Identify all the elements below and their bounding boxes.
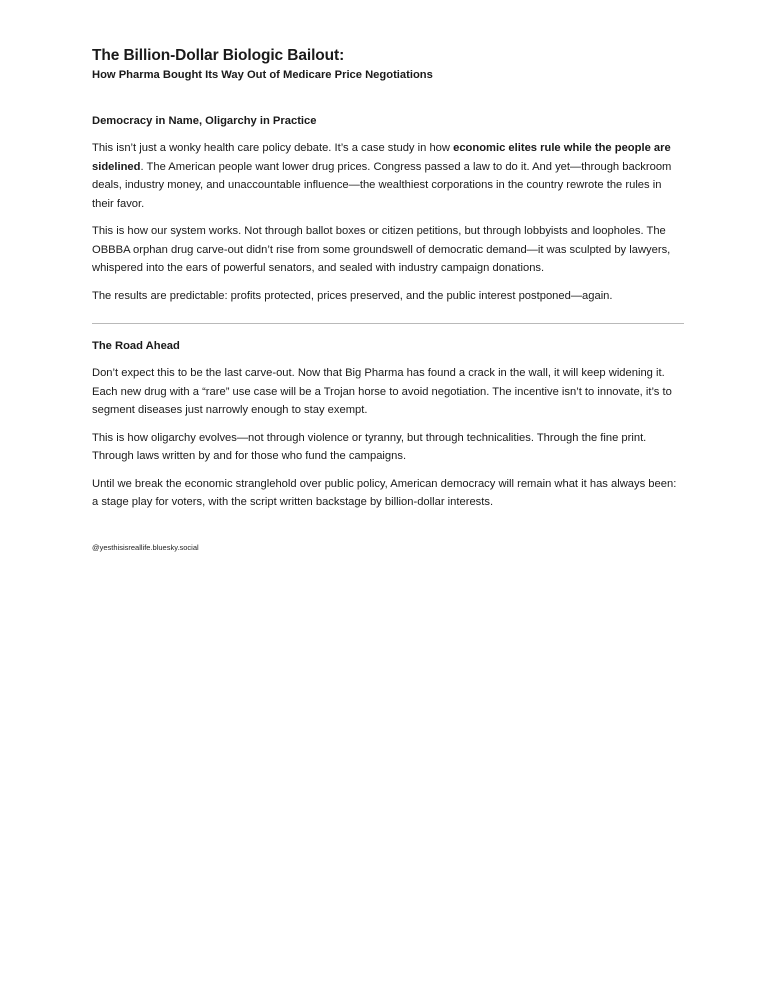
paragraph: This is how oligarchy evolves—not through violence or tyranny, but through technicalities. Through the fine print. Through laws written by and for those who fund the campaigns. [92, 431, 647, 462]
paragraph [92, 139, 684, 213]
section-heading-road-ahead: The Road Ahead [92, 340, 180, 352]
section-heading-democracy: Democracy in Name, Oligarchy in Practice [92, 115, 317, 127]
document-subtitle: How Pharma Bought Its Way Out of Medicare Price Negotiations [92, 69, 433, 81]
document-page [92, 46, 684, 553]
document-title: The Billion-Dollar Biologic Bailout: [92, 47, 345, 64]
paragraph: Until we break the economic stranglehold over public policy, American democracy will remain what it has always been: a stage play for voters, with the script written backstage by billion-dollar interests. [92, 477, 677, 508]
paragraph-text: This isn’t just a wonky health care policy debate. It’s a case study in how [92, 142, 454, 154]
author-handle: @yesthisisreallife.bluesky.social [92, 542, 199, 552]
paragraph: Don’t expect this to be the last carve-out. Now that Big Pharma has found a crack in the wall, it will keep widening it. Each new drug with a “rare” use case will be a Trojan horse to avoid negotiation. The incentive isn’t to innovate, it’s to segment diseases just narrowly enough to stay exempt. [92, 367, 672, 416]
paragraph: The results are predictable: profits protected, prices preserved, and the public interest postponed—again. [92, 289, 613, 302]
paragraph-emphasis: economic elites rule while the people are sidelined [92, 142, 671, 173]
section-road-ahead [92, 339, 684, 512]
paragraph-text: . The American people want lower drug prices. Congress passed a law to do it. And yet—through backroom deals, industry money, and unaccountable influence—the wealthiest corporations in the country rewrote the rules in their favor. [92, 160, 672, 210]
section-divider [92, 323, 684, 324]
paragraph: This is how our system works. Not through ballot boxes or citizen petitions, but through lobbyists and loopholes. The OBBBA orphan drug carve-out didn’t rise from some groundswell of democratic demand—it was sculpted by lawyers, whispered into the ears of powerful senators, and sealed with industry campaign donations. [92, 225, 671, 274]
section-democracy [92, 114, 684, 305]
